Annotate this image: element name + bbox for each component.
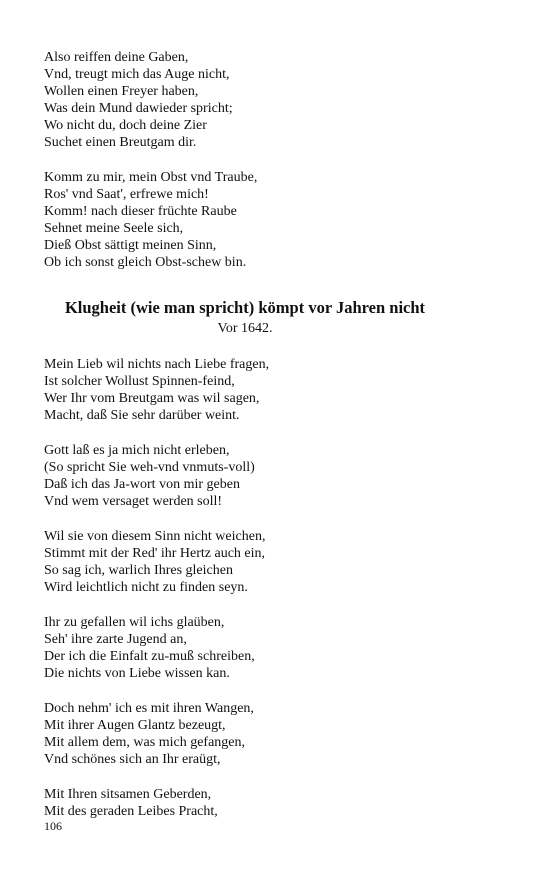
poem-date: Vor 1642. [217,321,273,336]
verse-line: Vnd, treugt mich das Auge nicht, [44,67,230,82]
verse-line: Macht, daß Sie sehr darüber weint. [44,408,240,423]
verse-line: Dieß Obst sättigt meinen Sinn, [44,238,217,253]
verse-line: So sag ich, warlich Ihres gleichen [44,563,233,578]
verse-line: Ihr zu gefallen wil ichs glaüben, [44,615,225,630]
verse-line: Daß ich das Ja-wort von mir geben [44,477,240,492]
verse-line: (So spricht Sie weh-vnd vnmuts-voll) [44,460,255,475]
verse-line: Seh' ihre zarte Jugend an, [44,632,187,647]
stanza [44,442,514,510]
verse-line: Vnd wem versaget werden soll! [44,494,223,509]
stanza [44,528,514,596]
verse-line: Die nichts von Liebe wissen kan. [44,666,230,681]
verse-line: Stimmt mit der Red' ihr Hertz auch ein, [44,546,266,561]
stanza [44,49,514,151]
verse-line: Mein Lieb wil nichts nach Liebe fragen, [44,357,270,372]
page-number: 106 [44,819,62,833]
verse-line: Also reiffen deine Gaben, [44,50,189,65]
verse-line: Wer Ihr vom Breutgam was wil sagen, [44,391,260,406]
verse-line: Mit allem dem, was mich gefangen, [44,735,245,750]
verse-line: Suchet einen Breutgam dir. [44,135,197,150]
stanza [44,169,514,271]
verse-line: Gott laß es ja mich nicht erleben, [44,443,230,458]
verse-line: Sehnet meine Seele sich, [44,221,184,236]
stanza [44,356,514,424]
verse-line: Wird leichtlich nicht zu finden seyn. [44,580,248,595]
poem-title: Klugheit (wie man spricht) kömpt vor Jahren nicht [64,298,426,317]
verse-line: Ros' vnd Saat', erfrewe mich! [44,187,209,202]
verse-line: Doch nehm' ich es mit ihren Wangen, [44,701,254,716]
verse-line: Vnd schönes sich an Ihr eraügt, [44,752,221,767]
verse-line: Ist solcher Wollust Spinnen-feind, [44,374,235,389]
verse-line: Wo nicht du, doch deine Zier [44,118,207,133]
verse-line: Komm zu mir, mein Obst vnd Traube, [44,170,258,185]
verse-line: Mit ihrer Augen Glantz bezeugt, [44,718,226,733]
verse-line: Was dein Mund dawieder spricht; [44,101,233,116]
text-column [44,49,514,838]
verse-line: Wil sie von diesem Sinn nicht weichen, [44,529,266,544]
stanza [44,786,514,820]
verse-line: Der ich die Einfalt zu-muß schreiben, [44,649,255,664]
verse-line: Komm! nach dieser früchte Raube [44,204,237,219]
stanza [44,614,514,682]
verse-line: Ob ich sonst gleich Obst-schew bin. [44,255,247,270]
verse-line: Mit des geraden Leibes Pracht, [44,804,218,819]
verse-line: Mit Ihren sitsamen Geberden, [44,787,212,802]
verse-line: Wollen einen Freyer haben, [44,84,199,99]
stanza [44,700,514,768]
